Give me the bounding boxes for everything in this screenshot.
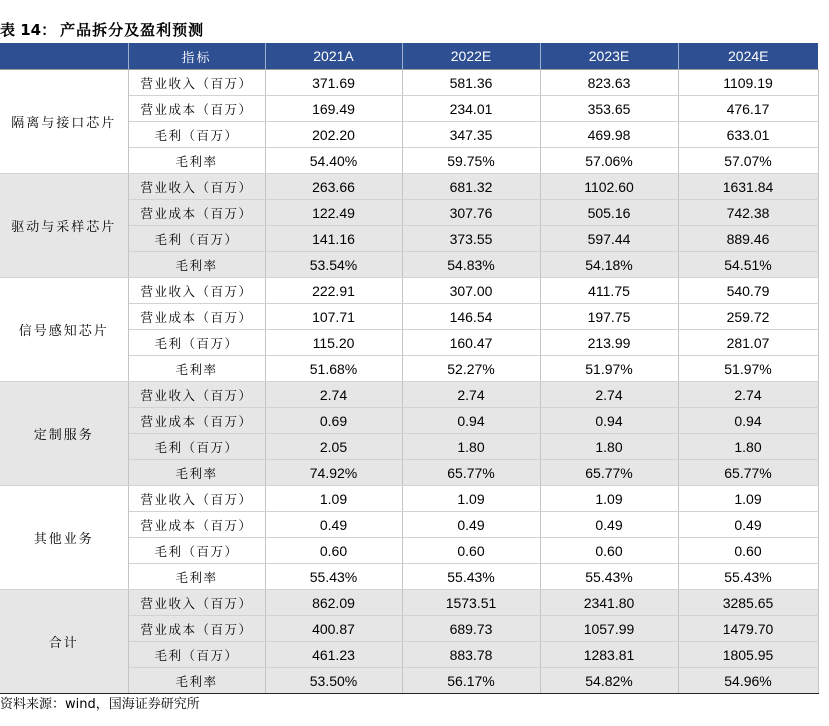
value-cell: 347.35 xyxy=(402,122,540,148)
value-cell: 59.75% xyxy=(402,148,540,174)
value-cell: 57.06% xyxy=(540,148,678,174)
value-cell: 597.44 xyxy=(540,226,678,252)
row-label: 毛利（百万） xyxy=(128,226,265,252)
row-label: 营业成本（百万） xyxy=(128,200,265,226)
value-cell: 476.17 xyxy=(678,96,818,122)
value-cell: 1057.99 xyxy=(540,616,678,642)
value-cell: 54.82% xyxy=(540,668,678,694)
value-cell: 1573.51 xyxy=(402,590,540,616)
header-row xyxy=(0,43,818,70)
row-label: 毛利率 xyxy=(128,356,265,382)
value-cell: 371.69 xyxy=(265,70,402,96)
value-cell: 1283.81 xyxy=(540,642,678,668)
value-cell: 633.01 xyxy=(678,122,818,148)
row-label: 营业成本（百万） xyxy=(128,616,265,642)
value-cell: 0.49 xyxy=(265,512,402,538)
value-cell: 202.20 xyxy=(265,122,402,148)
value-cell: 0.94 xyxy=(540,408,678,434)
row-label: 毛利（百万） xyxy=(128,330,265,356)
value-cell: 122.49 xyxy=(265,200,402,226)
value-cell: 0.49 xyxy=(540,512,678,538)
value-cell: 1631.84 xyxy=(678,174,818,200)
value-cell: 234.01 xyxy=(402,96,540,122)
value-cell: 197.75 xyxy=(540,304,678,330)
value-cell: 373.55 xyxy=(402,226,540,252)
value-cell: 0.94 xyxy=(402,408,540,434)
forecast-table xyxy=(0,43,819,694)
table-title xyxy=(0,20,204,40)
value-cell: 400.87 xyxy=(265,616,402,642)
value-cell: 307.76 xyxy=(402,200,540,226)
row-label: 营业成本（百万） xyxy=(128,96,265,122)
value-cell: 1.09 xyxy=(265,486,402,512)
value-cell: 0.69 xyxy=(265,408,402,434)
header-metric: 指标 xyxy=(128,43,265,70)
table-body xyxy=(0,70,818,694)
row-label: 营业收入（百万） xyxy=(128,590,265,616)
header-year-2022e: 2022E xyxy=(402,43,540,70)
value-cell: 0.60 xyxy=(540,538,678,564)
value-cell: 2.74 xyxy=(402,382,540,408)
value-cell: 2.74 xyxy=(265,382,402,408)
value-cell: 0.60 xyxy=(678,538,818,564)
value-cell: 57.07% xyxy=(678,148,818,174)
value-cell: 307.00 xyxy=(402,278,540,304)
value-cell: 540.79 xyxy=(678,278,818,304)
row-label: 毛利（百万） xyxy=(128,642,265,668)
table-row xyxy=(0,382,818,408)
value-cell: 263.66 xyxy=(265,174,402,200)
row-label: 毛利率 xyxy=(128,564,265,590)
table-row xyxy=(0,590,818,616)
value-cell: 55.43% xyxy=(540,564,678,590)
value-cell: 54.83% xyxy=(402,252,540,278)
value-cell: 461.23 xyxy=(265,642,402,668)
group-label: 驱动与采样芯片 xyxy=(0,174,128,278)
value-cell: 65.77% xyxy=(540,460,678,486)
value-cell: 213.99 xyxy=(540,330,678,356)
value-cell: 0.94 xyxy=(678,408,818,434)
value-cell: 689.73 xyxy=(402,616,540,642)
value-cell: 411.75 xyxy=(540,278,678,304)
group-label: 合计 xyxy=(0,590,128,694)
row-label: 营业成本（百万） xyxy=(128,408,265,434)
value-cell: 51.68% xyxy=(265,356,402,382)
value-cell: 581.36 xyxy=(402,70,540,96)
value-cell: 1.09 xyxy=(540,486,678,512)
value-cell: 1479.70 xyxy=(678,616,818,642)
value-cell: 281.07 xyxy=(678,330,818,356)
value-cell: 54.40% xyxy=(265,148,402,174)
value-cell: 169.49 xyxy=(265,96,402,122)
value-cell: 51.97% xyxy=(540,356,678,382)
value-cell: 742.38 xyxy=(678,200,818,226)
value-cell: 65.77% xyxy=(678,460,818,486)
value-cell: 107.71 xyxy=(265,304,402,330)
value-cell: 2.05 xyxy=(265,434,402,460)
value-cell: 1805.95 xyxy=(678,642,818,668)
value-cell: 883.78 xyxy=(402,642,540,668)
value-cell: 0.60 xyxy=(402,538,540,564)
header-year-2023e: 2023E xyxy=(540,43,678,70)
table-row xyxy=(0,278,818,304)
row-label: 毛利率 xyxy=(128,252,265,278)
value-cell: 160.47 xyxy=(402,330,540,356)
group-label: 隔离与接口芯片 xyxy=(0,70,128,174)
row-label: 毛利率 xyxy=(128,460,265,486)
value-cell: 55.43% xyxy=(265,564,402,590)
group-label: 定制服务 xyxy=(0,382,128,486)
value-cell: 54.18% xyxy=(540,252,678,278)
row-label: 营业收入（百万） xyxy=(128,174,265,200)
value-cell: 56.17% xyxy=(402,668,540,694)
value-cell: 681.32 xyxy=(402,174,540,200)
value-cell: 1.80 xyxy=(678,434,818,460)
row-label: 毛利率 xyxy=(128,148,265,174)
row-label: 营业成本（百万） xyxy=(128,512,265,538)
value-cell: 889.46 xyxy=(678,226,818,252)
table-number: 表 14： xyxy=(0,21,57,39)
table-row xyxy=(0,486,818,512)
value-cell: 54.51% xyxy=(678,252,818,278)
value-cell: 54.96% xyxy=(678,668,818,694)
row-label: 营业收入（百万） xyxy=(128,486,265,512)
header-year-2021a: 2021A xyxy=(265,43,402,70)
value-cell: 0.60 xyxy=(265,538,402,564)
value-cell: 862.09 xyxy=(265,590,402,616)
row-label: 毛利率 xyxy=(128,668,265,694)
value-cell: 1.80 xyxy=(402,434,540,460)
value-cell: 3285.65 xyxy=(678,590,818,616)
table-row xyxy=(0,70,818,96)
value-cell: 222.91 xyxy=(265,278,402,304)
row-label: 营业收入（百万） xyxy=(128,278,265,304)
value-cell: 74.92% xyxy=(265,460,402,486)
value-cell: 146.54 xyxy=(402,304,540,330)
value-cell: 259.72 xyxy=(678,304,818,330)
value-cell: 55.43% xyxy=(678,564,818,590)
value-cell: 469.98 xyxy=(540,122,678,148)
value-cell: 53.50% xyxy=(265,668,402,694)
value-cell: 53.54% xyxy=(265,252,402,278)
row-label: 营业收入（百万） xyxy=(128,382,265,408)
group-label: 其他业务 xyxy=(0,486,128,590)
value-cell: 0.49 xyxy=(402,512,540,538)
value-cell: 2.74 xyxy=(540,382,678,408)
value-cell: 65.77% xyxy=(402,460,540,486)
value-cell: 141.16 xyxy=(265,226,402,252)
row-label: 毛利（百万） xyxy=(128,122,265,148)
group-label: 信号感知芯片 xyxy=(0,278,128,382)
row-label: 毛利（百万） xyxy=(128,434,265,460)
value-cell: 2.74 xyxy=(678,382,818,408)
value-cell: 52.27% xyxy=(402,356,540,382)
header-year-2024e: 2024E xyxy=(678,43,818,70)
header-corner xyxy=(0,43,128,70)
value-cell: 55.43% xyxy=(402,564,540,590)
table-row xyxy=(0,174,818,200)
value-cell: 1.09 xyxy=(678,486,818,512)
value-cell: 1.80 xyxy=(540,434,678,460)
source-note: 资料来源：wind，国海证券研究所 xyxy=(0,697,200,712)
value-cell: 1109.19 xyxy=(678,70,818,96)
value-cell: 1102.60 xyxy=(540,174,678,200)
row-label: 毛利（百万） xyxy=(128,538,265,564)
table-caption: 产品拆分及盈利预测 xyxy=(60,21,205,39)
value-cell: 0.49 xyxy=(678,512,818,538)
row-label: 营业收入（百万） xyxy=(128,70,265,96)
value-cell: 353.65 xyxy=(540,96,678,122)
value-cell: 505.16 xyxy=(540,200,678,226)
value-cell: 823.63 xyxy=(540,70,678,96)
value-cell: 1.09 xyxy=(402,486,540,512)
row-label: 营业成本（百万） xyxy=(128,304,265,330)
value-cell: 2341.80 xyxy=(540,590,678,616)
value-cell: 115.20 xyxy=(265,330,402,356)
value-cell: 51.97% xyxy=(678,356,818,382)
